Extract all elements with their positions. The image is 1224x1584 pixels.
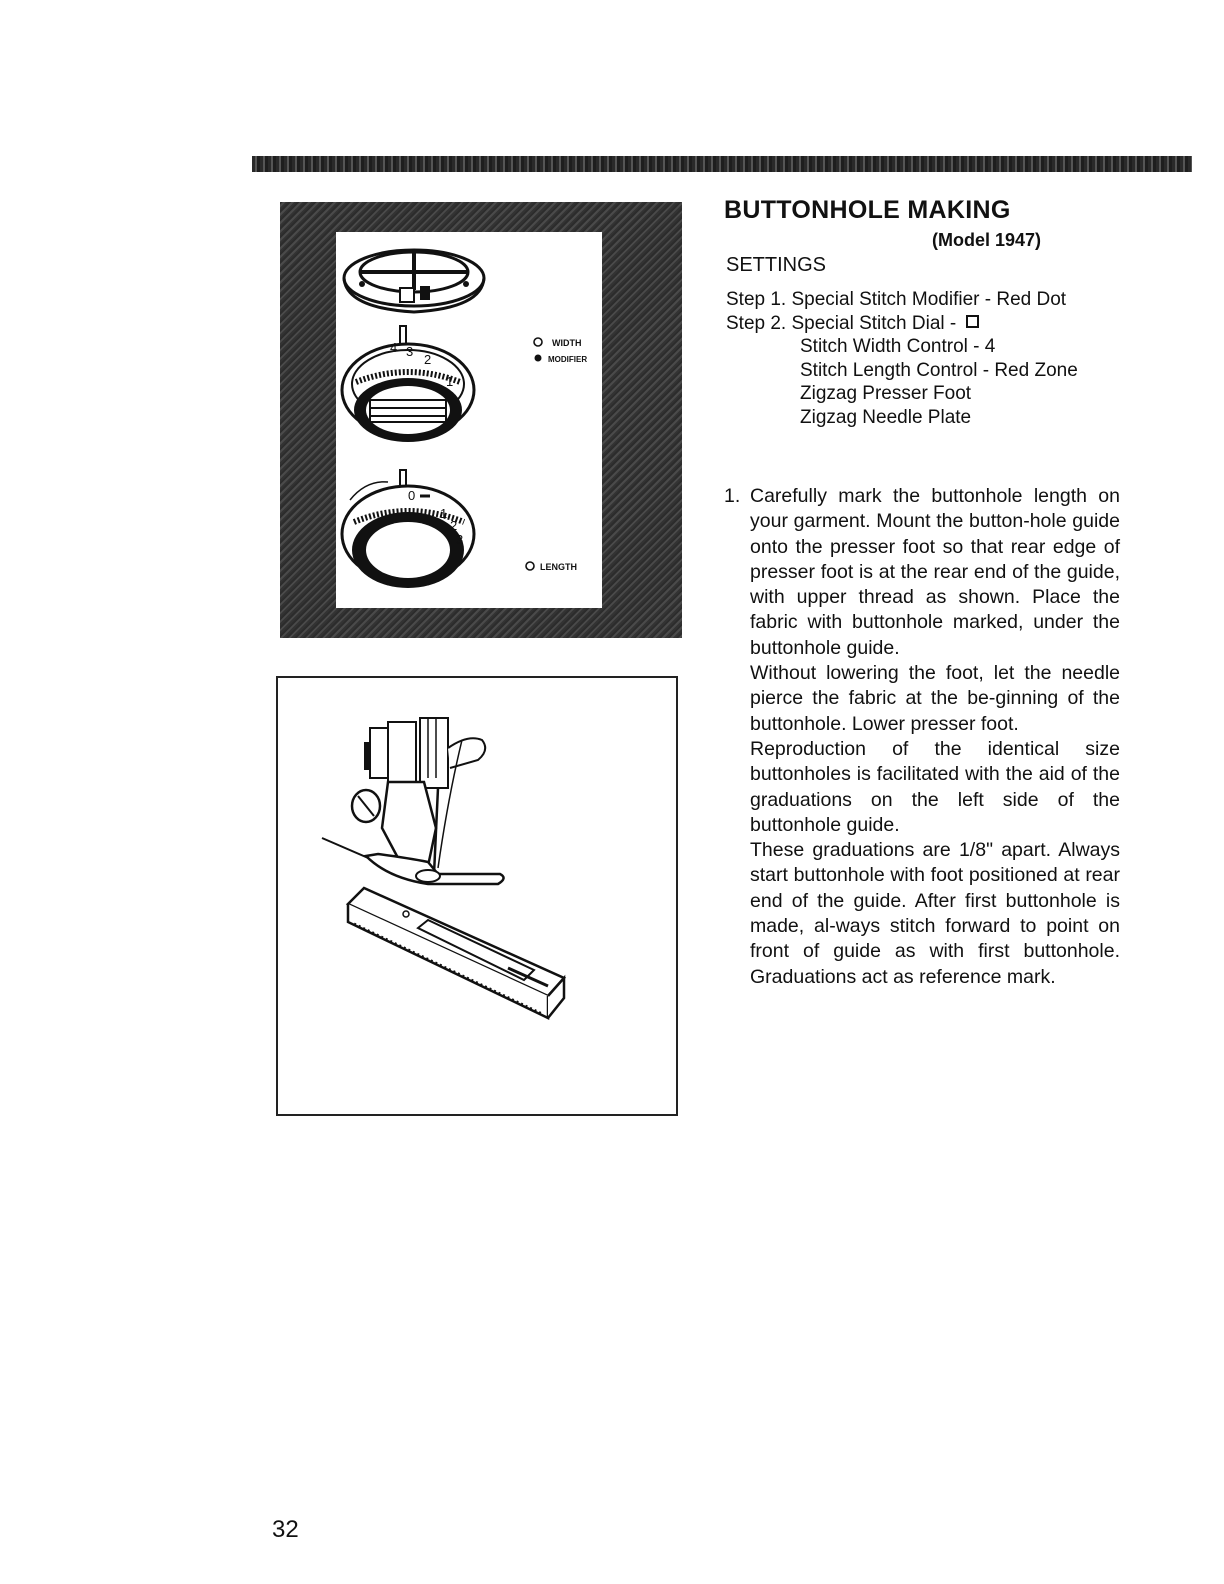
length-marker-icon <box>526 562 534 570</box>
page-title: BUTTONHOLE MAKING <box>724 196 1011 224</box>
settings-steps <box>726 288 1078 429</box>
settings-length-control: Stitch Length Control - Red Zone <box>800 359 1078 381</box>
header-rule <box>252 156 1192 172</box>
instruction-paragraph: Without lowering the foot, let the needle pierce the fabric at the be-ginning of the buttonhole. Lower presser foot. <box>750 662 1120 735</box>
length-number-1: 1 <box>440 506 448 521</box>
settings-step-2: Step 2. Special Stitch Dial - <box>726 312 1078 336</box>
length-number-3: 3 <box>456 532 464 547</box>
instruction-paragraph: Carefully mark the buttonhole length on your garment. Mount the button-hole guide onto the presser foot so that rear edge of presser foot is at the rear end of the guide, with upper thread as shown. Place the fabric with buttonhole marked, under the buttonhole guide. <box>750 485 1120 659</box>
presser-foot-figure <box>276 676 678 1116</box>
width-number-1: 1 <box>446 374 454 389</box>
instruction-number: 1. <box>724 485 741 507</box>
dials-panel <box>336 232 602 608</box>
settings-width-control: Stitch Width Control - 4 <box>800 336 996 357</box>
modifier-marker-icon <box>535 355 542 362</box>
width-number-4: 4 <box>390 340 398 355</box>
stitch-modifier-dial-icon <box>344 250 484 312</box>
length-number-2: 2 <box>450 518 458 533</box>
instruction-item <box>724 484 1120 990</box>
instruction-body <box>750 484 1120 990</box>
square-stitch-icon <box>966 315 979 328</box>
buttonhole-guide-illustration-icon <box>278 678 676 1114</box>
settings-needle-plate: Zigzag Needle Plate <box>800 406 972 428</box>
settings-presser-foot: Zigzag Presser Foot <box>800 383 972 404</box>
model-number: (Model 1947) <box>932 230 1042 250</box>
width-label: WIDTH <box>552 338 582 348</box>
width-marker-icon <box>534 338 542 346</box>
instruction-paragraph: Reproduction of the identical size buttonholes is facilitated with the aid of the graduations on the left side of the buttonhole guide. <box>750 737 1120 836</box>
width-number-3: 3 <box>406 344 414 359</box>
page-number: 32 <box>272 1516 299 1543</box>
modifier-label: MODIFIER <box>548 355 588 364</box>
length-number-0: 0 <box>408 488 416 503</box>
instruction-paragraph: These graduations are 1/8" apart. Always start buttonhole with foot positioned at rear end of the guide. After first buttonhole is made, al-ways stitch forward to point on front of guide as with first buttonhole. Graduations act as reference mark. <box>750 839 1120 988</box>
width-number-2: 2 <box>424 352 432 367</box>
dials-figure <box>280 202 682 638</box>
settings-step-1: Step 1. Special Stitch Modifier - Red Dot <box>726 289 1067 310</box>
length-label: LENGTH <box>540 562 577 572</box>
settings-heading: SETTINGS <box>726 254 827 276</box>
